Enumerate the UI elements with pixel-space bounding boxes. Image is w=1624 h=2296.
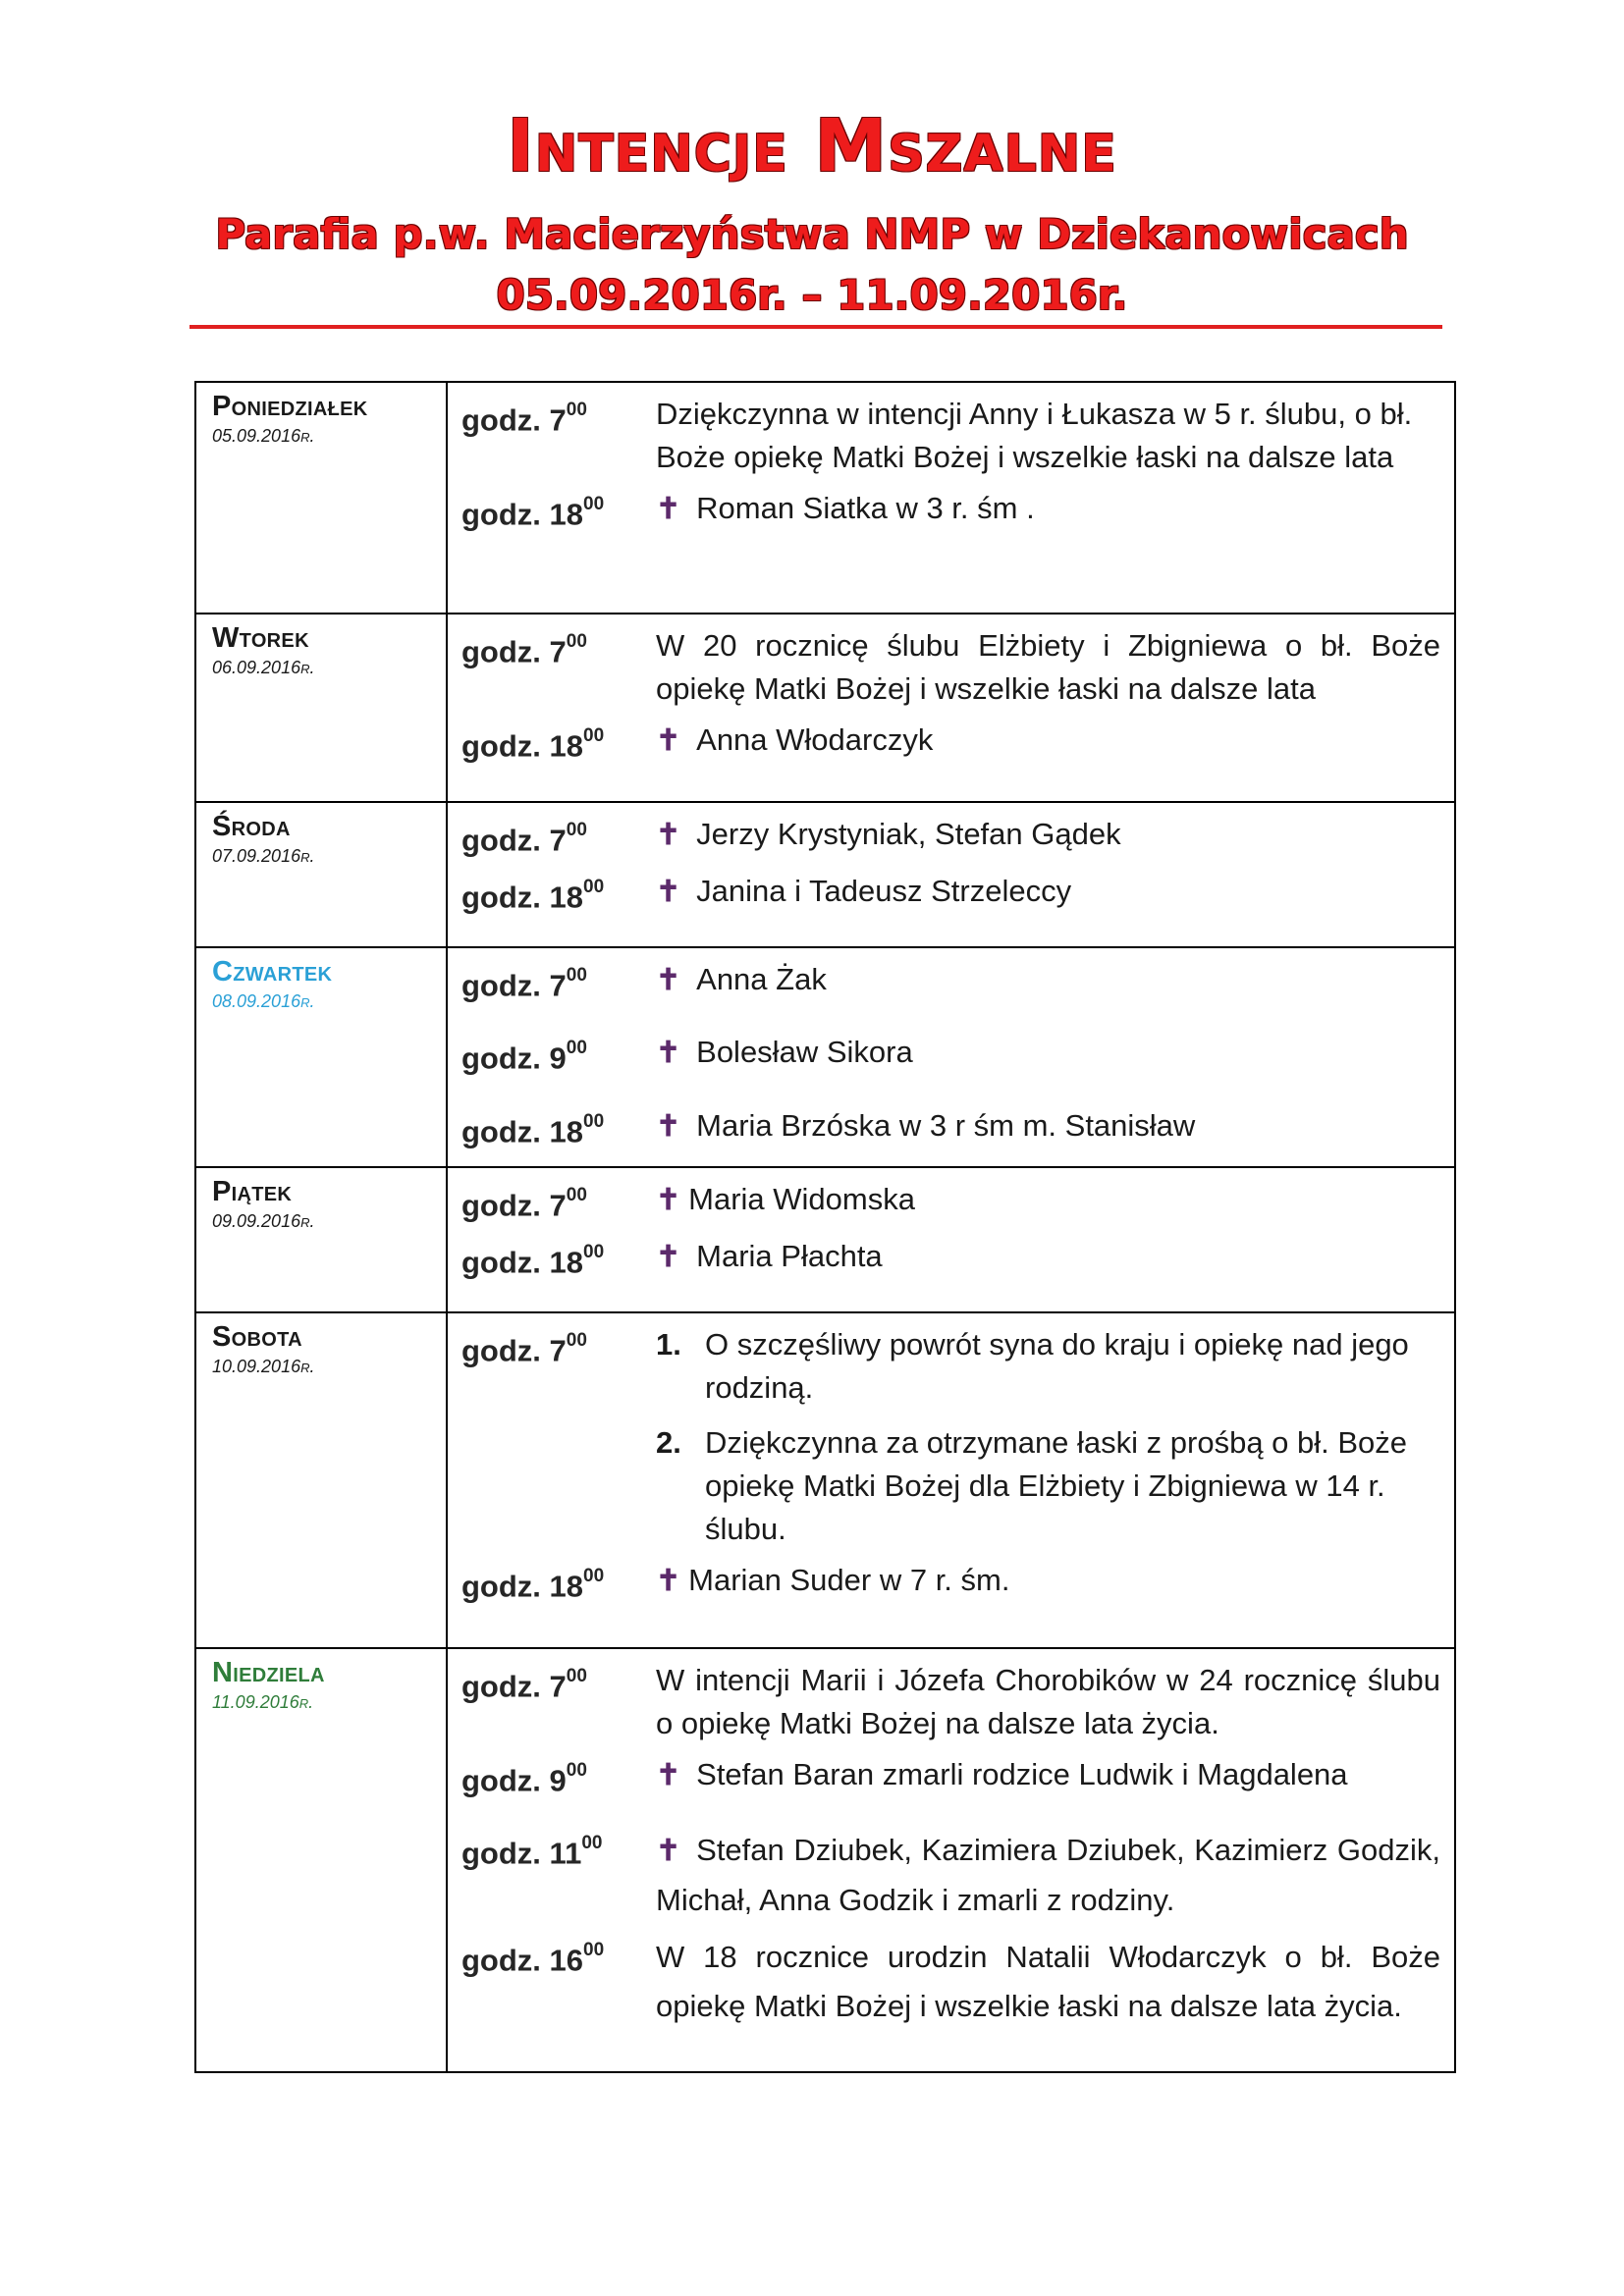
mass-entry [448,1104,1454,1153]
day-name: Niedziela [212,1657,325,1688]
day-cell [195,614,447,802]
list-number: 2. [656,1425,681,1460]
mass-entry [448,1031,1454,1080]
mass-list [447,1167,1455,1312]
day-date: 10.09.2016r. [212,1357,315,1376]
mass-entry [448,1933,1454,2031]
mass-intention: ✝ Maria Widomska [656,1182,915,1216]
cross-icon: ✝ [656,1037,681,1070]
mass-time: godz. $18^{00}$ [461,494,605,532]
mass-entry [448,1826,1454,1925]
mass-intention: ✝ Stefan Baran zmarli rodzice Ludwik i Magdalena [656,1757,1348,1791]
mass-entry [448,719,1454,768]
mass-list [447,802,1455,947]
day-name: Środa [212,811,291,842]
mass-time: godz. $18^{00}$ [461,1242,605,1280]
mass-entry [448,813,1454,862]
day-date: 05.09.2016r. [212,426,315,446]
day-row-poniedzialek [195,382,1455,614]
cross-icon: ✝ [656,964,681,996]
day-name: Poniedziałek [212,391,368,422]
mass-entry [448,1178,1454,1227]
mass-time: godz. $7^{00}$ [461,1666,587,1704]
mass-time: godz. $7^{00}$ [461,1185,587,1223]
mass-intention: ✝ Janina i Tadeusz Strzeleccy [656,874,1072,909]
list-item: 1. O szczęśliwy powrót syna do kraju i opiekę nad jego rodziną. [656,1323,1440,1410]
day-date: 07.09.2016r. [212,846,315,866]
day-date: 09.09.2016r. [212,1211,315,1231]
cross-icon: ✝ [656,1184,681,1216]
mass-time: godz. $18^{00}$ [461,877,605,915]
mass-time: godz. $7^{00}$ [461,400,587,438]
mass-intention: ✝ Jerzy Krystyniak, Stefan Gądek [656,817,1121,851]
day-cell [195,1167,447,1312]
mass-intention [656,1323,1454,1551]
cross-icon: ✝ [656,724,681,757]
mass-intention: W intencji Marii i Józefa Chorobików w 24 rocznicę ślubu o opiekę Matki Bożej na dalsze lata życia. [656,1663,1440,1740]
mass-intention: W 18 rocznice urodzin Natalii Włodarczyk o bł. Boże opiekę Matki Bożej i wszelkie łaski na dalsze lata życia. [656,1940,1440,2024]
mass-time: godz. $7^{00}$ [461,820,587,858]
day-name: Sobota [212,1321,302,1353]
mass-entry [448,1753,1454,1802]
mass-time: godz. $16^{00}$ [461,1940,605,1978]
mass-entry [448,870,1454,919]
cross-icon: ✝ [656,1835,681,1868]
mass-list [447,614,1455,802]
cross-icon: ✝ [656,1241,681,1274]
mass-entry [448,1323,1454,1551]
mass-intention: W 20 rocznicę ślubu Elżbiety i Zbigniewa o bł. Boże opiekę Matki Bożej i wszelkie łaski na dalsze lata [656,628,1440,706]
day-row-czwartek [195,947,1455,1167]
mass-entry [448,393,1454,479]
schedule-table [194,381,1456,2073]
cross-icon: ✝ [656,493,681,525]
mass-time: godz. $18^{00}$ [461,1110,605,1148]
mass-time: godz. $7^{00}$ [461,1330,587,1368]
mass-time: godz. $18^{00}$ [461,725,605,764]
day-row-piatek [195,1167,1455,1312]
mass-intention: Dziękczynna w intencji Anny i Łukasza w 5 r. ślubu, o bł. Boże opiekę Matki Bożej i wszelkie łaski na dalsze lata [656,397,1413,474]
list-number: 1. [656,1327,681,1362]
day-cell [195,947,447,1167]
cross-icon: ✝ [656,876,681,909]
day-row-niedziela [195,1648,1455,2072]
day-name: Piątek [212,1176,293,1207]
mass-entry [448,624,1454,711]
day-cell [195,1648,447,2072]
mass-list [447,382,1455,614]
parish-name: Parafia p.w. Macierzyństwa NMP w Dziekanowicach [215,210,1409,258]
day-cell [195,802,447,947]
day-date: 08.09.2016r. [212,991,315,1011]
mass-intention: ✝ Anna Włodarczyk [656,722,934,757]
mass-entry [448,958,1454,1007]
cross-icon: ✝ [656,1759,681,1791]
mass-list [447,1648,1455,2072]
mass-list [447,947,1455,1167]
mass-list [447,1312,1455,1648]
mass-intention: ✝ Maria Płachta [656,1239,883,1274]
day-cell [195,1312,447,1648]
mass-time: godz. $9^{00}$ [461,1038,587,1076]
day-cell [195,382,447,614]
day-date: 06.09.2016r. [212,658,315,677]
mass-intention: ✝ Marian Suder w 7 r. śm. [656,1563,1010,1597]
day-row-wtorek [195,614,1455,802]
mass-time: godz. $7^{00}$ [461,631,587,669]
list-item: 2. Dziękczynna za otrzymane łaski z prośbą o bł. Boże opiekę Matki Bożej dla Elżbiety i Zbigniewa w 14 r. ślubu. [656,1421,1440,1551]
cross-icon: ✝ [656,1565,681,1597]
mass-time: godz. $18^{00}$ [461,1566,605,1604]
day-date: 11.09.2016r. [212,1692,314,1712]
day-row-sroda [195,802,1455,947]
cross-icon: ✝ [656,819,681,851]
mass-intention: ✝ Stefan Dziubek, Kazimiera Dziubek, Kazimierz Godzik, Michał, Anna Godzik i zmarli z rodziny. [656,1833,1440,1918]
header-divider [189,325,1442,329]
mass-intention: ✝ Anna Żak [656,962,827,996]
mass-time: godz. $11^{00}$ [461,1833,603,1871]
mass-intention: ✝ Bolesław Sikora [656,1035,913,1070]
day-name: Wtorek [212,622,309,654]
day-name: Czwartek [212,956,333,988]
mass-entry [448,487,1454,536]
mass-entry [448,1235,1454,1284]
mass-intention: ✝ Roman Siatka w 3 r. śm . [656,491,1035,525]
cross-icon: ✝ [656,1109,681,1143]
day-row-sobota [195,1312,1455,1648]
date-range: 05.09.2016r. – 11.09.2016r. [496,271,1128,319]
page-title: Intencje Mszalne [507,104,1117,188]
mass-time: godz. $7^{00}$ [461,965,587,1003]
mass-intention: ✝ Maria Brzóska w 3 r śm m. Stanisław [656,1107,1196,1143]
mass-time: godz. $9^{00}$ [461,1760,587,1798]
mass-entry [448,1559,1454,1608]
mass-entry [448,1659,1454,1745]
